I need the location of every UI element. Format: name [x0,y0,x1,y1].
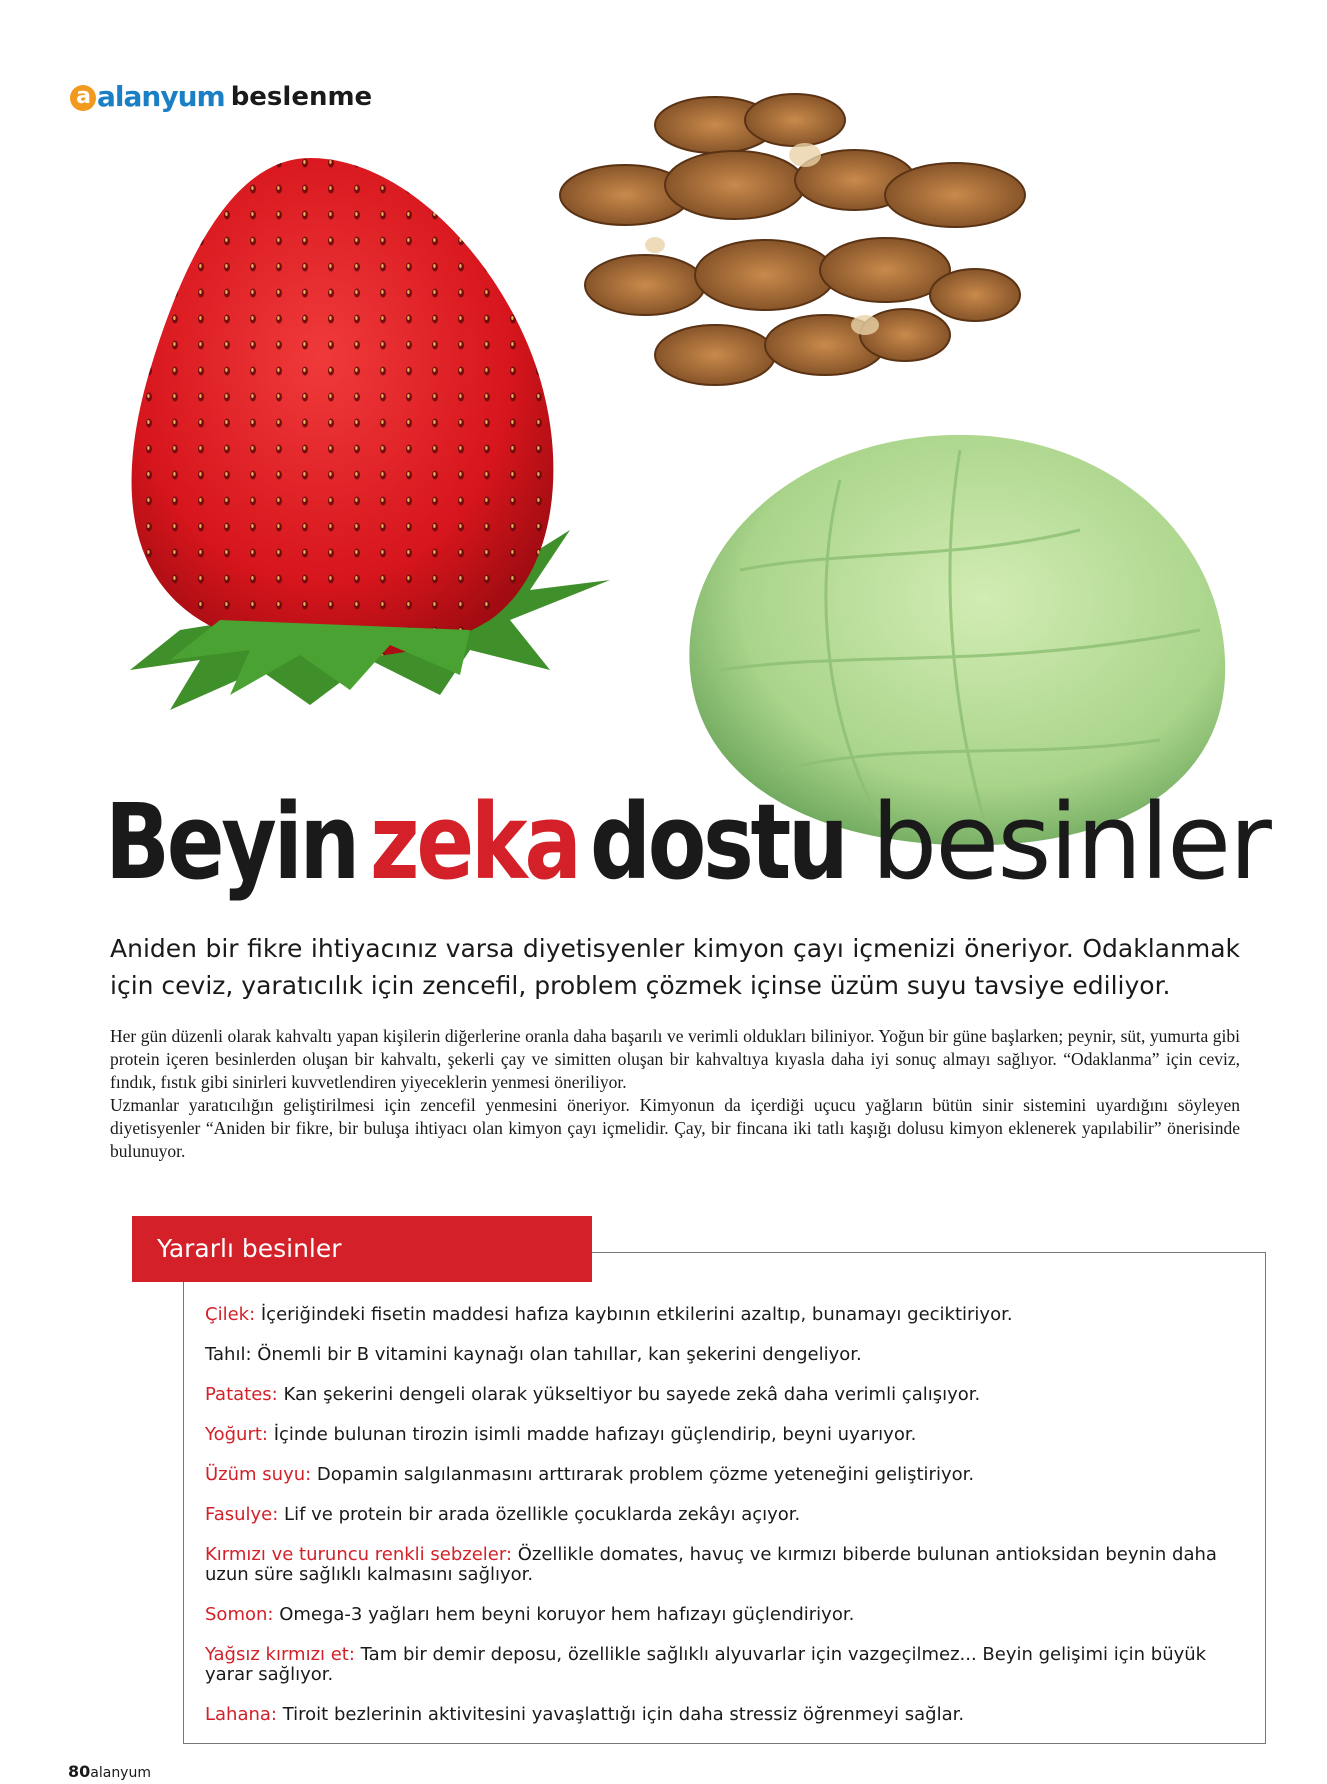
food-item [205,1645,1245,1685]
title-word-besinler: besinler [871,781,1270,903]
page-number: 80 [68,1762,91,1781]
food-item-text: Lif ve protein bir arada özellikle çocuklarda zekâyı açıyor. [278,1504,801,1525]
logo-text: alanyum [97,80,225,113]
magazine-logo: a alanyum [70,80,225,113]
food-item-name: Patates: [205,1384,278,1405]
food-item [205,1605,1245,1625]
food-item-text: Tam bir demir deposu, özellikle sağlıklı alyuvarlar için vazgeçilmez... Beyin gelişimi için büyük yarar sağlıyor. [205,1644,1207,1685]
food-item-text: Tiroit bezlerinin aktivitesini yavaşlattığı için daha stressiz öğrenmeyi sağlar. [277,1704,965,1725]
food-item-name: Kırmızı ve turuncu renkli sebzeler: [205,1544,513,1565]
food-item-name: Fasulye: [205,1504,279,1525]
useful-foods-list [205,1305,1245,1745]
title-word-dostu: dostu [589,781,846,903]
title-word-zeka: zeka [370,781,579,903]
walnuts-image [535,85,1065,415]
food-item-name: Üzüm suyu: [205,1464,312,1485]
footer-magazine-name: alanyum [90,1765,151,1781]
food-item [205,1545,1245,1585]
article-title [105,781,1270,903]
food-item-text: İçeriğindeki fisetin maddesi hafıza kaybının etkilerini azaltıp, bunamayı geciktiriyor. [255,1304,1013,1325]
food-item [205,1705,1245,1725]
magazine-header [70,80,372,113]
food-item-name: Yağsız kırmızı et: [205,1644,355,1665]
food-item [205,1305,1245,1325]
food-item [205,1385,1245,1405]
food-item [205,1425,1245,1445]
food-item-name: Yoğurt: [205,1424,268,1445]
food-item-text: Kan şekerini dengeli olarak yükseltiyor bu sayede zekâ daha verimli çalışıyor. [277,1384,981,1405]
useful-foods-title: Yararlı besinler [132,1216,592,1282]
food-item [205,1345,1245,1365]
food-item-text: İçinde bulunan tirozin isimli madde hafızayı güçlendirip, beyni uyarıyor. [267,1424,917,1445]
article-lead: Aniden bir fikre ihtiyacınız varsa diyetisyenler kimyon çayı içmenizi öneriyor. Odaklanmak için ceviz, yaratıcılık için zencefil, problem çözmek içinse üzüm suyu tavsiye ediliyor. [110,934,1240,1000]
food-item-text: Dopamin salgılanmasını arttırarak problem çözme yeteneğini geliştiriyor. [311,1464,975,1485]
food-item-name: Çilek: [205,1304,256,1325]
body-paragraph: Uzmanlar yaratıcılığın geliştirilmesi için zencefil yenmesini öneriyor. Kimyonun da içerdiği uçucu yağların bütün sinir sistemini uyardığını söyleyen diyetisyenler “Aniden bir fikre, bir buluşa ihtiyacı olan kimyon çayı içmelidir. Çay, bir fincana iki tatlı kaşığı dolusu kimyon eklenerek yapılabilir” önerisinde bulunuyor. [110,1095,1240,1161]
food-item [205,1505,1245,1525]
food-item-name: Lahana: [205,1704,277,1725]
body-paragraph: Her gün düzenli olarak kahvaltı yapan kişilerin diğerlerine oranla daha başarılı ve verimli oldukları biliniyor. Yoğun bir güne başlarken; peynir, süt, yumurta gibi protein içeren besinlerden oluşan bir kahvaltı, şekerli çay ve simitten oluşan bir kahvaltıya kıyasla daha iyi sonuç almayı sağlıyor. “Odaklanma” için ceviz, fındık, fıstık gibi sinirleri kuvvetlendiren yiyeceklerin yenmesi öneriliyor. [110,1026,1240,1092]
food-item [205,1465,1245,1485]
article-body [110,1025,1240,1163]
food-item-text: Omega-3 yağları hem beyni koruyor hem hafızayı güçlendiriyor. [273,1604,855,1625]
food-item-text: Tahıl: Önemli bir B vitamini kaynağı olan tahıllar, kan şekerini dengeliyor. [205,1344,862,1365]
food-item-name: Somon: [205,1604,274,1625]
section-name: beslenme [230,81,373,112]
page-footer [68,1762,151,1781]
title-word-beyin: Beyin [105,781,357,903]
food-item-text: Özellikle domates, havuç ve kırmızı biberde bulunan antioksidan beynin daha uzun süre sağlıklı kalmasını sağlıyor. [205,1544,1217,1585]
